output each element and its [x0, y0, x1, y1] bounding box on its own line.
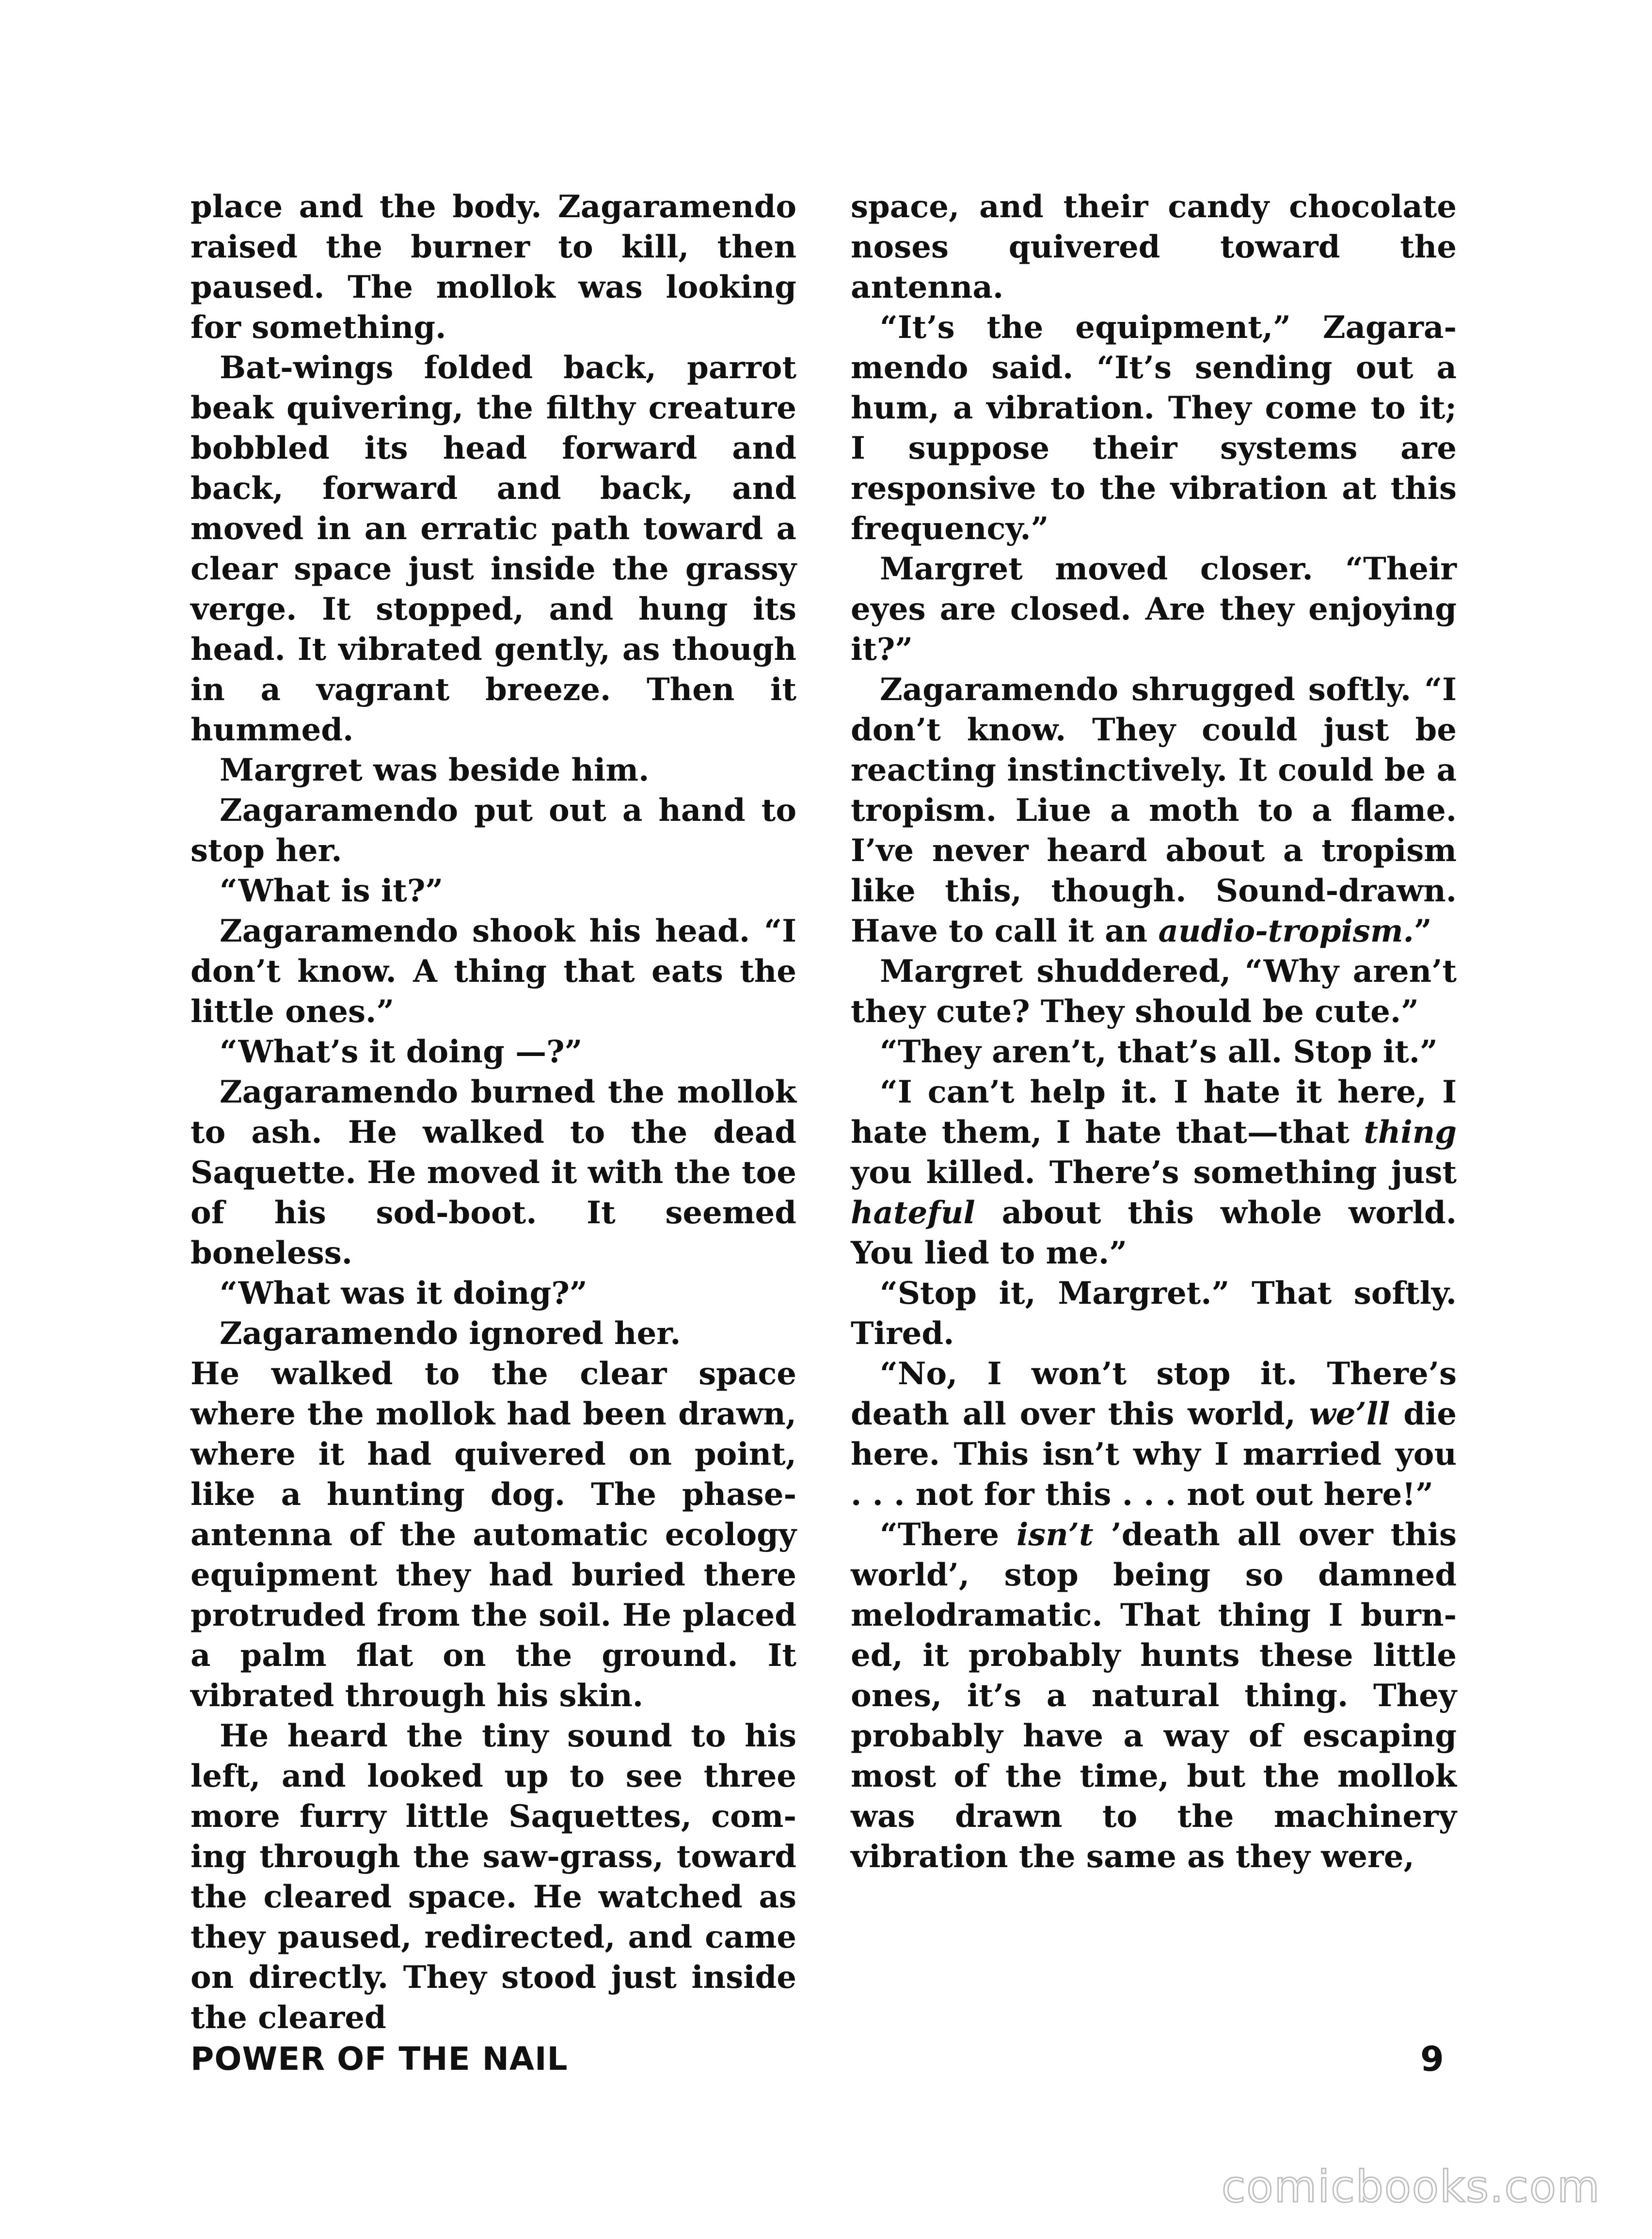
paragraph [851, 1354, 1457, 1515]
page-number: 9 [1420, 2039, 1444, 2079]
paragraph: place and the body. Zagaramendo raised the burner to kill, then paused. The mollok was looking for something. [191, 189, 796, 346]
right-text-column [851, 187, 1457, 1877]
paragraph: Margret was beside him. [220, 752, 650, 788]
text-run: about this whole world. You lied to me.” [851, 1195, 1457, 1271]
paragraph: He walked to the clear space where the mollok had been drawn, where it had quivered on point, like a hunting dog. The phase-antenna of the automatic ecology equipment they had buried there protruded from the soil. He placed a palm flat on the ground. It vibrated through his skin. [191, 1356, 796, 1714]
paragraph [851, 1515, 1457, 1877]
text-run: “No, I won’t stop it. There’s death all over this world, [851, 1356, 1457, 1432]
italic-text: audio-tropism. [1158, 913, 1414, 949]
paragraph: “What is it?” [220, 873, 444, 909]
running-footer-title: POWER OF THE NAIL [191, 2040, 568, 2078]
text-run: “I can’t help it. I hate it here, I hate them, I hate that—that [851, 1074, 1457, 1151]
paragraph [851, 670, 1457, 951]
text-run: die here. This isn’t why I married you . . . not for this . . . not out here!” [851, 1396, 1457, 1513]
paragraph: Margret moved closer. “Their eyes are closed. Are they enjoying it?” [851, 551, 1457, 668]
italic-text: hateful [851, 1195, 975, 1231]
paragraph: Zagaramendo shook his head. “I don’t know. A thing that eats the little ones.” [191, 913, 796, 1030]
paragraph: “Stop it, Margret.” That softly. Tired. [851, 1275, 1457, 1352]
italic-text: thing [1364, 1114, 1457, 1151]
italic-text: isn’t [1016, 1517, 1094, 1553]
paragraph [851, 1072, 1457, 1273]
paragraph: He heard the tiny sound to his left, and looked up to see three more furry little Saquettes, coming through the saw-grass, toward the cleared space. He watched as they paused, redirected, and came on directly. They stood just inside the cleared [191, 1718, 796, 2036]
paragraph: “It’s the equipment,” Zagaramendo said. “It’s sending out a hum, a vibration. They come to it; I suppose their systems are responsive to the vibration at this frequency.” [851, 309, 1457, 547]
paragraph: Zagaramendo burned the mollok to ash. He walked to the dead Saquette. He moved it with the toe of his sod-boot. It seemed boneless. [191, 1074, 796, 1271]
text-run: you killed. There’s something just [851, 1154, 1457, 1191]
left-text-column [191, 187, 796, 2038]
paragraph: “What’s it doing —?” [220, 1034, 583, 1070]
text-run: Zagaramendo shrugged softly. “I don’t know. They could just be reacting instinctively. It could be a tropism. Liue a moth to a flame. I’ve never heard about a tropism like this, though. Sound-drawn. Have to call it an [851, 672, 1457, 949]
paragraph: Margret shuddered, “Why aren’t they cute? They should be cute.” [851, 953, 1457, 1030]
paragraph: Zagaramendo ignored her. [220, 1315, 681, 1352]
paragraph: “What was it doing?” [220, 1275, 588, 1311]
italic-text: we’ll [1309, 1396, 1390, 1432]
text-run: “There [880, 1517, 1017, 1553]
text-run: ’death all over this world’, stop being so damned melodramatic. That thing I burned, it probably hunts these little ones, it’s a natural thing. They probably have a way of escaping most of the time, but the mollok was drawn to the machinery vibration the same as they were, [851, 1517, 1457, 1875]
paragraph: “They aren’t, that’s all. Stop it.” [880, 1034, 1438, 1070]
paragraph: Bat-wings folded back, parrot beak quivering, the filthy creature bobbled its head forward and back, forward and back, and moved in an erratic path toward a clear space just inside the grassy verge. It stopped, and hung its head. It vibrated gently, as though in a vagrant breeze. Then it hummed. [191, 350, 796, 748]
watermark: comicbooks.com [1222, 2161, 1601, 2212]
text-run: ” [1414, 913, 1432, 949]
paragraph: Zagaramendo put out a hand to stop her. [191, 792, 796, 869]
paragraph: space, and their candy chocolate noses quivered toward the antenna. [851, 189, 1457, 305]
